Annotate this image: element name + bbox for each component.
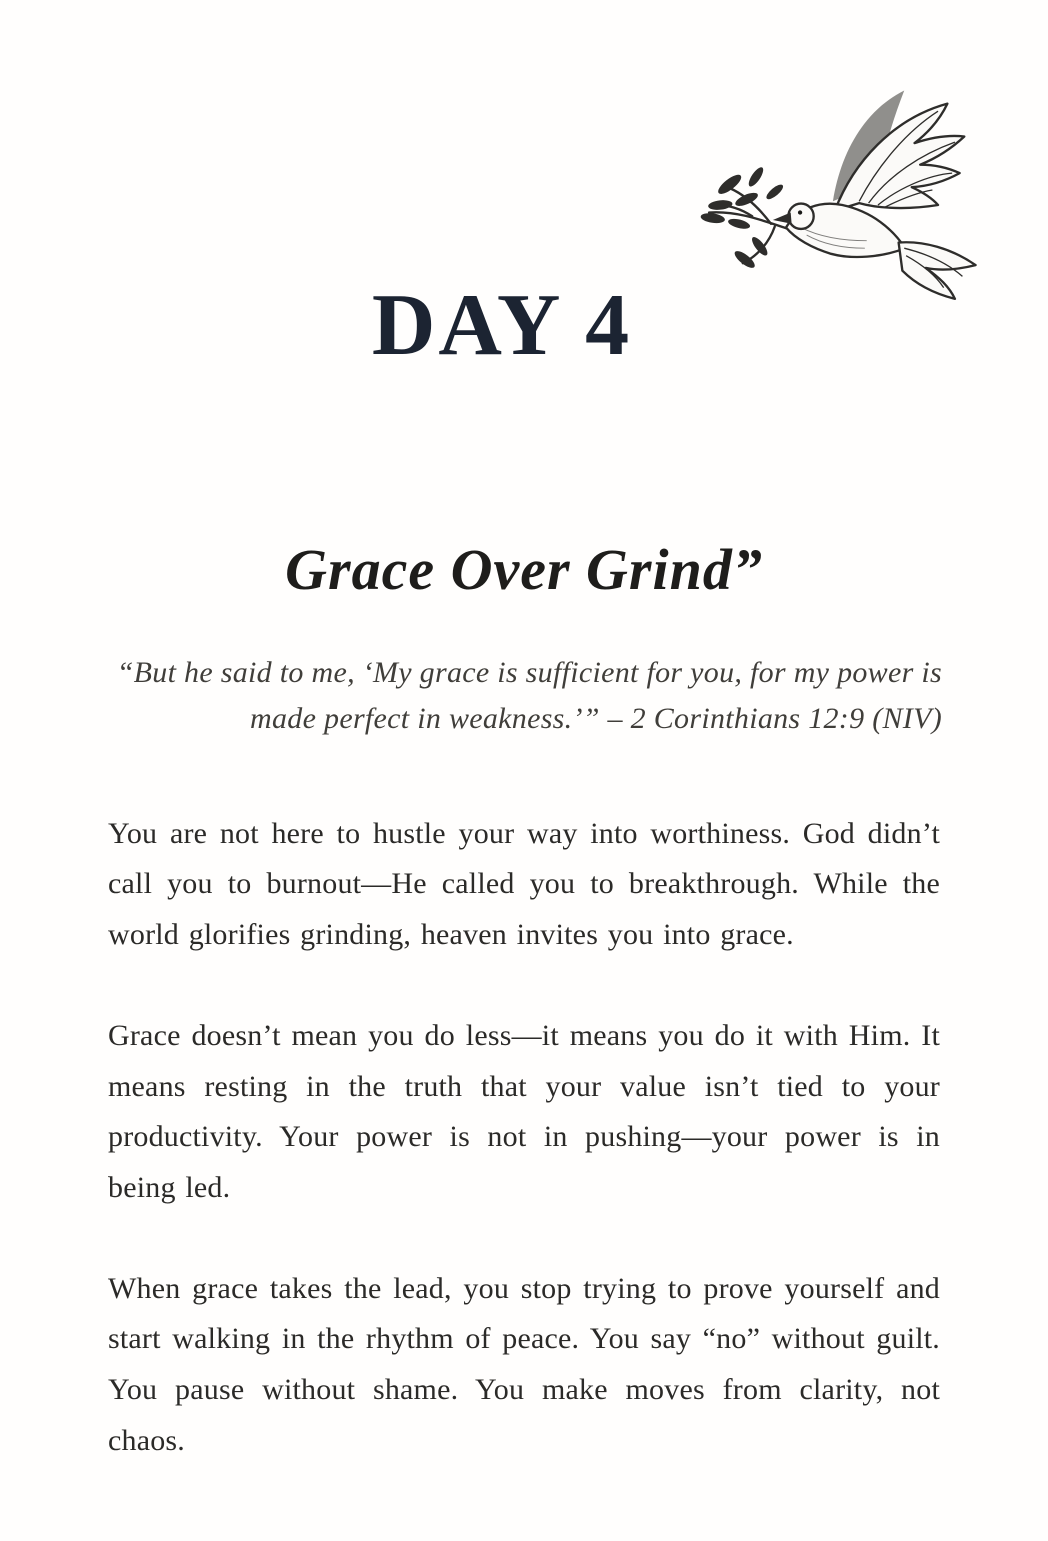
paragraph-1: You are not here to hustle your way into worthiness. God didn’t call you to burnout—He called you to breakthrough. While the world glorifies grinding, heaven invites you into grace. — [108, 816, 940, 952]
paragraph-2: Grace doesn’t mean you do less—it means you do it with Him. It means resting in the truth that your value isn’t tied to your productivity. Your power is not in pushing—your power is in being led. — [108, 1018, 940, 1204]
chapter-title: Grace Over Grind” — [285, 537, 763, 602]
scripture-quote: “But he said to me, ‘My grace is sufficient for you, for my power is made perfect in weakness.’” – 2 Corinthians 12:9 (NIV) — [116, 655, 942, 736]
devotional-body — [108, 809, 940, 1467]
day-heading: DAY 4 — [371, 277, 633, 374]
paragraph-3: When grace takes the lead, you stop trying to prove yourself and start walking in the rhythm of peace. You say “no” without guilt. You pause without shame. You make moves from clarity, not chaos. — [108, 1271, 940, 1457]
